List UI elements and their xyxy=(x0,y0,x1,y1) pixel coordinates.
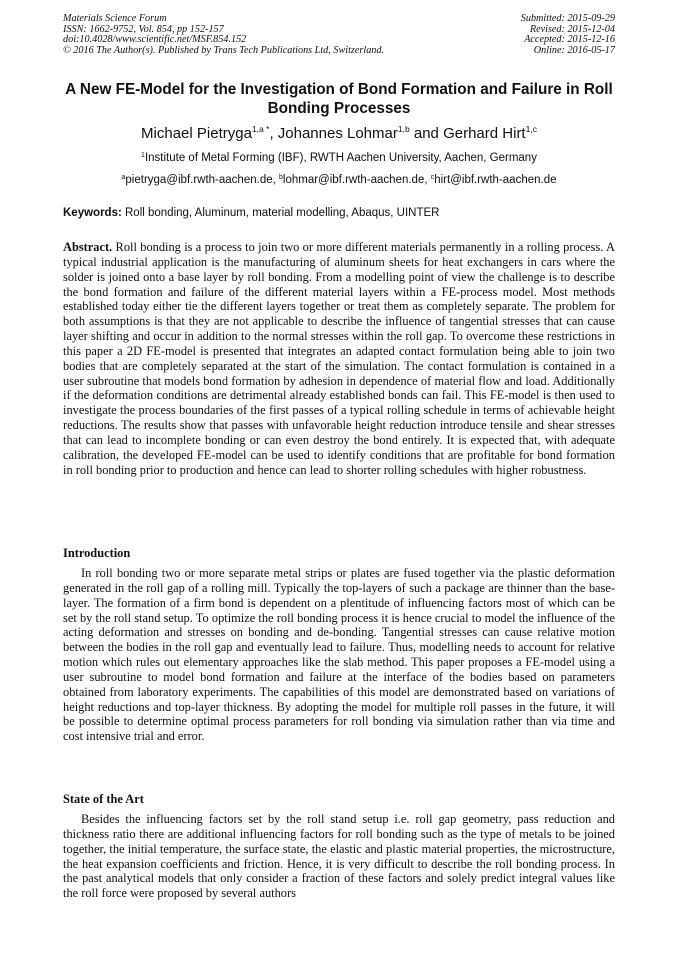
journal-name: Materials Science Forum xyxy=(63,13,167,24)
abstract xyxy=(63,240,615,478)
revised-date: Revised: 2015-12-04 xyxy=(529,23,615,35)
author-list xyxy=(40,120,638,143)
keywords xyxy=(63,206,439,220)
state-of-art-paragraph: Besides the influencing factors set by the roll stand setup i.e. roll gap geometry, pass reduction and thickness ratio there are additional influencing factors for roll bonding such as the type of metals to be joined together, the initial temperature, the surface state, the elastic and plastic material properties, the microstructure, the heat expansion coefficients and friction. Hence, it is very difficult to describe the roll bonding process. In the past analytical models that only consider a fraction of these factors and solely predict integral values like the roll force were proposed by several authors xyxy=(63,812,615,901)
email-b[interactable]: lohmar@ibf.rwth-aachen.de, xyxy=(282,174,431,186)
state-of-art-heading: State of the Art xyxy=(63,792,144,806)
introduction-heading: Introduction xyxy=(63,546,131,560)
abstract-text: Roll bonding is a process to join two or more different materials permanently in a rolling process. A typical industrial application is the manufacturing of aluminum sheets for heat exchangers in cars where the solder is joined onto a base layer by roll bonding. From a modelling point of view the challenge is to describe the bond formation and failure of the different material layers within a FE-process model. Most methods established today either tie the different layers together or treat them as completely separate. The problem for both assumptions is that they are not applicable to describe the influence of tangential stresses that can cause layer shifting and occur in addition to the normal stresses within the roll gap. To overcome these restrictions in this paper a 2D FE-model is presented that integrates an adapted contact formulation being able to join two bodies that are completely separated at the start of the simulation. The contact formulation is contained in a user subroutine that models bond formation by adhesion in dependence of material flow and load. Additionally if the deformation conditions are detrimental already established bonds can fail. This FE-model is then used to investigate the process boundaries of the first passes of a typical rolling schedule in terms of achievable height reductions. The results show that passes with unfavorable height reduction introduce tensile and shear stresses that can lead to incomplete bonding or can even destroy the bond entirely. It is expected that, with adequate calibration, the developed FE-model can be used to identify conditions that are profitable for bond formation in roll bonding prior to production and hence can lead to shorter rolling schedules with higher robustness. xyxy=(63,240,615,477)
author-separator: and xyxy=(409,125,444,142)
journal-header xyxy=(63,14,384,56)
keywords-text: Roll bonding, Aluminum, material modelling, Abaqus, UINTER xyxy=(121,207,440,219)
author-separator: , xyxy=(269,125,278,142)
dates-header xyxy=(521,14,615,56)
accepted-date: Accepted: 2015-12-16 xyxy=(524,34,615,46)
author-3-name: Gerhard Hirt xyxy=(443,125,526,142)
copyright-line: © 2016 The Author(s). Published by Trans Tech Publications Ltd, Switzerland. xyxy=(63,44,385,56)
author-1-affil: 1,a * xyxy=(251,124,270,134)
affiliation-marker: 1 xyxy=(141,152,145,159)
keywords-label: Keywords: xyxy=(63,207,122,219)
affiliation-text: Institute of Metal Forming (IBF), RWTH Aachen University, Aachen, Germany xyxy=(144,152,537,164)
email-c[interactable]: hirt@ibf.rwth-aachen.de xyxy=(434,174,557,186)
issn-line: ISSN: 1662-9752, Vol. 854, pp 152-157 xyxy=(63,23,224,35)
author-2-affil: 1,b xyxy=(397,124,410,134)
introduction-paragraph: In roll bonding two or more separate metal strips or plates are fused together via the plastic deformation generated in the roll gap of a rolling mill. Typically the top-layers of such a package are thinner than the base-layer. The formation of a firm bond is dependent on a plentitude of influencing factors most of which can be set by the roll stand setup. To optimize the roll bonding process it is hence crucial to model the influence of the acting deformation and stresses on bonding and de-bonding. Tangential stresses can cause relative motion between the bodies in the roll gap and eventually lead to failure. Thus, modelling needs to account for relative motion which rules out elementary approaches like the slab method. This paper proposes a FE-model using a user subroutine to model bond formation and failure at the interface of the bodies based on parameters obtained from laboratory experiments. The capabilities of this model are demonstrated based on variations of height reductions and top-layer thickness. By adopting the model for multiple roll passes in the future, it will be possible to determine optimal process parameters for roll bonding via simulation rather than via time and cost intensive trial and error. xyxy=(63,566,615,744)
email-a[interactable]: pietryga@ibf.rwth-aachen.de, xyxy=(125,174,279,186)
doi-line: doi:10.4028/www.scientific.net/MSF.854.152 xyxy=(63,34,247,46)
author-1-name: Michael Pietryga xyxy=(141,125,252,142)
email-b-marker: b xyxy=(279,174,283,181)
paper-title: A New FE-Model for the Investigation of Bond Formation and Failure in Roll Bonding Processes xyxy=(65,81,613,117)
submitted-date: Submitted: 2015-09-29 xyxy=(520,13,615,24)
abstract-label: Abstract. xyxy=(63,240,113,254)
author-3-affil: 1,c xyxy=(525,124,537,134)
affiliation xyxy=(40,149,638,165)
author-emails xyxy=(40,171,638,187)
email-c-marker: c xyxy=(430,174,435,181)
author-2-name: Johannes Lohmar xyxy=(277,125,398,142)
email-a-marker: a xyxy=(121,174,126,181)
online-date: Online: 2016-05-17 xyxy=(533,44,615,56)
